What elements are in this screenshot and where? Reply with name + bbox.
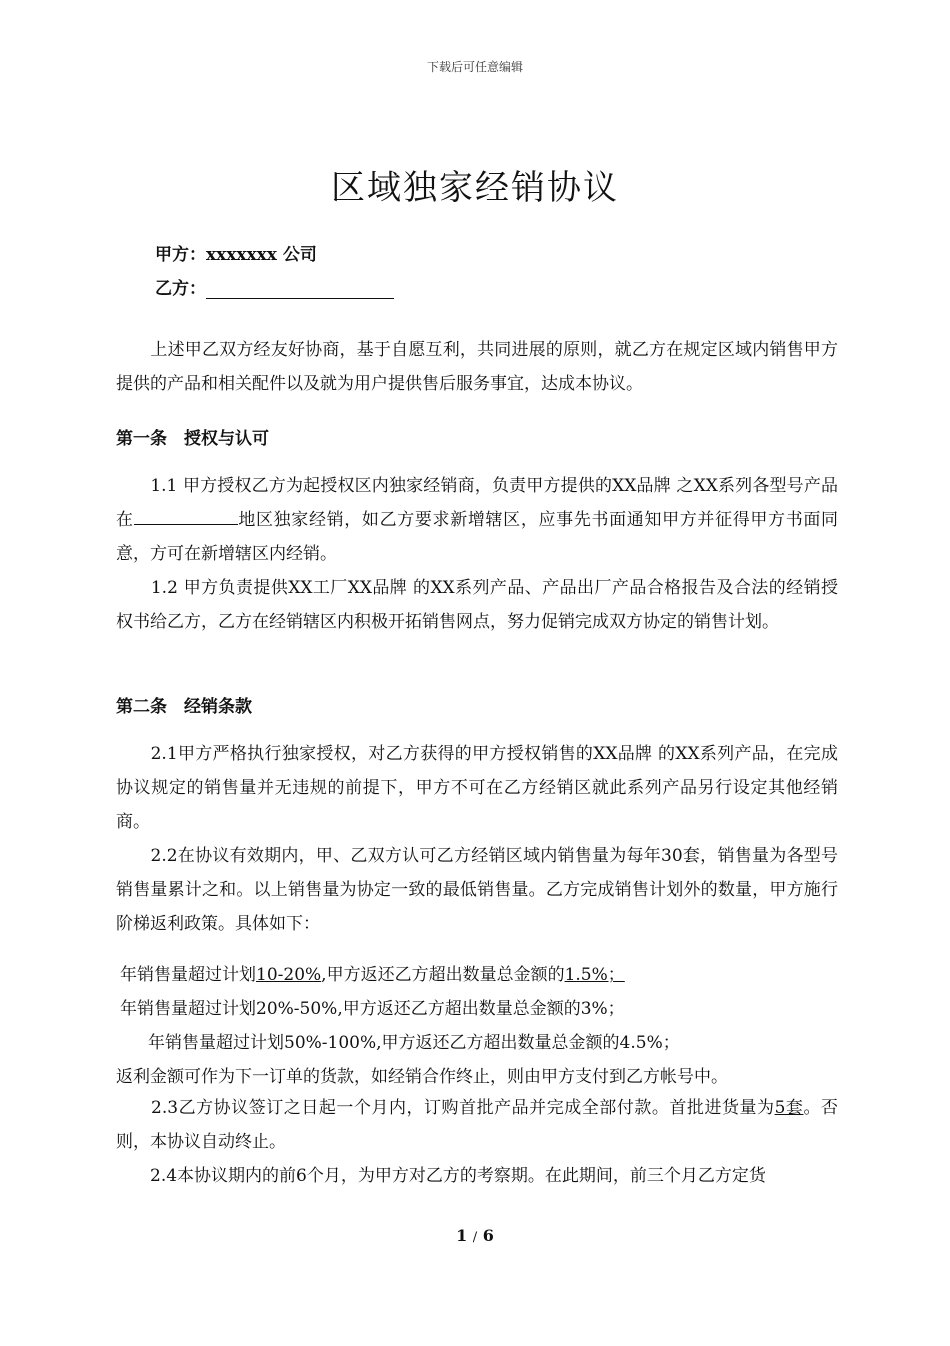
document-title: 区域独家经销协议 <box>331 168 619 208</box>
page-current: 1 <box>456 1226 468 1245</box>
party-b-blank-line <box>206 280 394 299</box>
region-blank <box>134 508 238 525</box>
page-total: 6 <box>482 1226 494 1245</box>
party-b-label: 乙方： <box>155 279 206 299</box>
header-note: 下载后可任意编辑 <box>426 60 523 74</box>
clause-1-1 <box>116 469 838 571</box>
party-b <box>155 274 394 299</box>
party-a: 甲方：xxxxxxx 公司 <box>155 245 317 265</box>
article-1-heading: 第一条 授权与认可 <box>116 429 269 449</box>
tier-1-text-a: 年销售量超过计划 <box>120 965 256 985</box>
clause-2-1: 2.1甲方严格执行独家授权，对乙方获得的甲方授权销售的XX品牌 的XX系列产品，在完成协议规定的销售量并无违规的前提下，甲方不可在乙方经销区就此系列产品另行设定其他经销商。 <box>116 744 838 832</box>
clause-2-3-text-a: 2.3乙方协议签订之日起一个月内，订购首批产品并完成全部付款。首批进货量为 <box>116 1098 775 1118</box>
clause-2-3 <box>116 1091 838 1159</box>
first-batch-qty: 5套 <box>774 1098 804 1118</box>
clause-2-4: 2.4本协议期内的前6个月，为甲方对乙方的考察期。在此期间，前三个月乙方定货 <box>116 1166 766 1186</box>
clause-1-2: 1.2 甲方负责提供XX工厂XX品牌 的XX系列产品、产品出厂产品合格报告及合法的经销授权书给乙方，乙方在经销辖区内积极开拓销售网点，努力促销完成双方协定的销售计划。 <box>116 578 838 632</box>
clause-1-1-text-b: 地区独家经销，如乙方要求新增辖区，应事先书面通知甲方并征得甲方书面同意，方可在新增辖区内经销。 <box>116 510 839 564</box>
page-number <box>0 1226 950 1245</box>
tier-1-range: 10-20% <box>256 965 322 985</box>
page-separator: / <box>472 1230 478 1245</box>
rebate-tier-3: 年销售量超过计划50%-100%,甲方返还乙方超出数量总金额的4.5%； <box>148 1033 680 1053</box>
tier-1-text-c: ,甲方返还乙方超出数量总金额的 <box>321 965 565 985</box>
rebate-tier-2: 年销售量超过计划20%-50%,甲方返还乙方超出数量总金额的3%； <box>120 999 625 1019</box>
rebate-tier-1 <box>120 960 625 985</box>
rebate-note: 返利金额可作为下一订单的货款，如经销合作终止，则由甲方支付到乙方帐号中。 <box>116 1067 728 1087</box>
clause-2-2: 2.2在协议有效期内，甲、乙双方认可乙方经销区域内销售量为每年30套，销售量为各型号销售量累计之和。以上销售量为协定一致的最低销售量。乙方完成销售计划外的数量，甲方施行阶梯返利政策。具体如下： <box>116 846 838 934</box>
clause-1-1-text-a: 1.1 甲方授权乙方为起授权区内独家经销商，负责甲方提供的XX品牌 之XX系列各型号产品在 <box>116 476 838 530</box>
tier-1-rate: 1.5%； <box>564 965 625 985</box>
clause-2-3-text-c: 。否则，本协议自动终止。 <box>116 1098 838 1152</box>
intro-paragraph: 上述甲乙双方经友好协商，基于自愿互利，共同进展的原则，就乙方在规定区域内销售甲方提供的产品和相关配件以及就为用户提供售后服务事宜，达成本协议。 <box>116 340 838 394</box>
article-2-heading: 第二条 经销条款 <box>116 697 252 717</box>
